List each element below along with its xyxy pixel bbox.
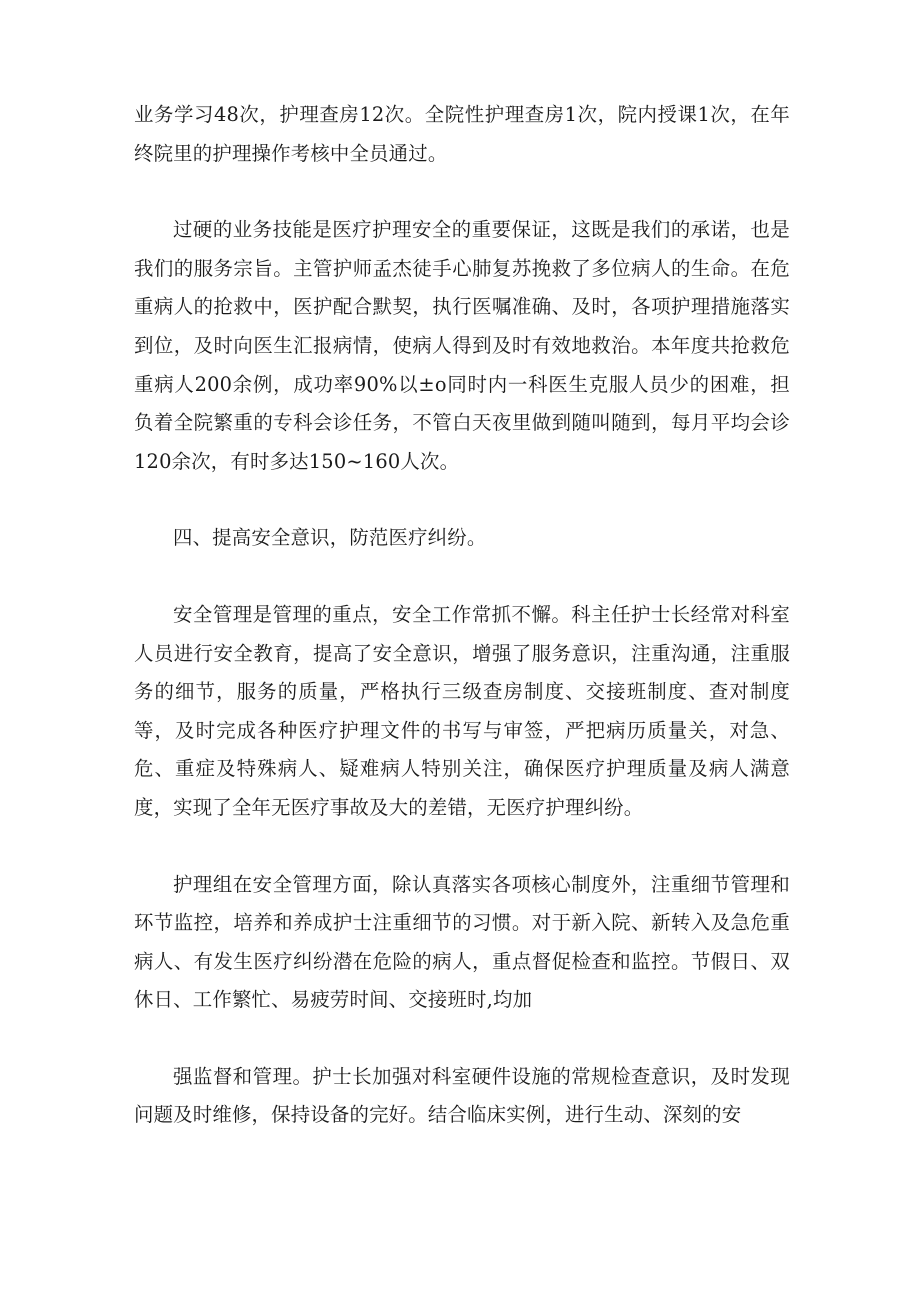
paragraph-4: 安全管理是管理的重点，安全工作常抓不懈。科主任护士长经常对科室人员进行安全教育，提高了安全意识，增强了服务意识，注重沟通，注重服务的细节，服务的质量，严格执行三级查房制度、交接班制度、查对制度等，及时完成各种医疗护理文件的书写与审签，严把病历质量关，对急、危、重症及特殊病人、疑难病人特别关注，确保医疗护理质量及病人满意度，实现了全年无医疗事故及大的差错，无医疗护理纠纷。	[134, 602, 790, 819]
section-heading: 四、提高安全意识，防范医疗纠纷。	[173, 526, 487, 550]
paragraph-6: 强监督和管理。护士长加强对科室硬件设施的常规检查意识，及时发现问题及时维修，保持设备的完好。结合临床实例，进行生动、深刻的安	[134, 1064, 790, 1127]
paragraph-2: 过硬的业务技能是医疗护理安全的重要保证，这既是我们的承诺，也是我们的服务宗旨。主管护师孟杰徒手心肺复苏挽救了多位病人的生命。在危重病人的抢救中，医护配合默契，执行医嘱准确、及时，各项护理措施落实到位，及时向医生汇报病情，使病人得到及时有效地救治。本年度共抢救危重病人200余例，成功率90%以±o同时内一科医生克服人员少的困难，担负着全院繁重的专科会诊任务，不管白天夜里做到随叫随到，每月平均会诊120余次，有时多达150~160人次。	[134, 218, 790, 473]
document-page	[134, 96, 790, 1135]
paragraph-5: 护理组在安全管理方面，除认真落实各项核心制度外，注重细节管理和环节监控，培养和养成护士注重细节的习惯。对于新入院、新转入及急危重病人、有发生医疗纠纷潜在危险的病人，重点督促检查和监控。节假日、双休日、工作繁忙、易疲劳时间、交接班时,均加	[134, 872, 790, 1012]
paragraph-1: 业务学习48次，护理查房12次。全院性护理查房1次，院内授课1次，在年终院里的护理操作考核中全员通过。	[134, 103, 790, 165]
